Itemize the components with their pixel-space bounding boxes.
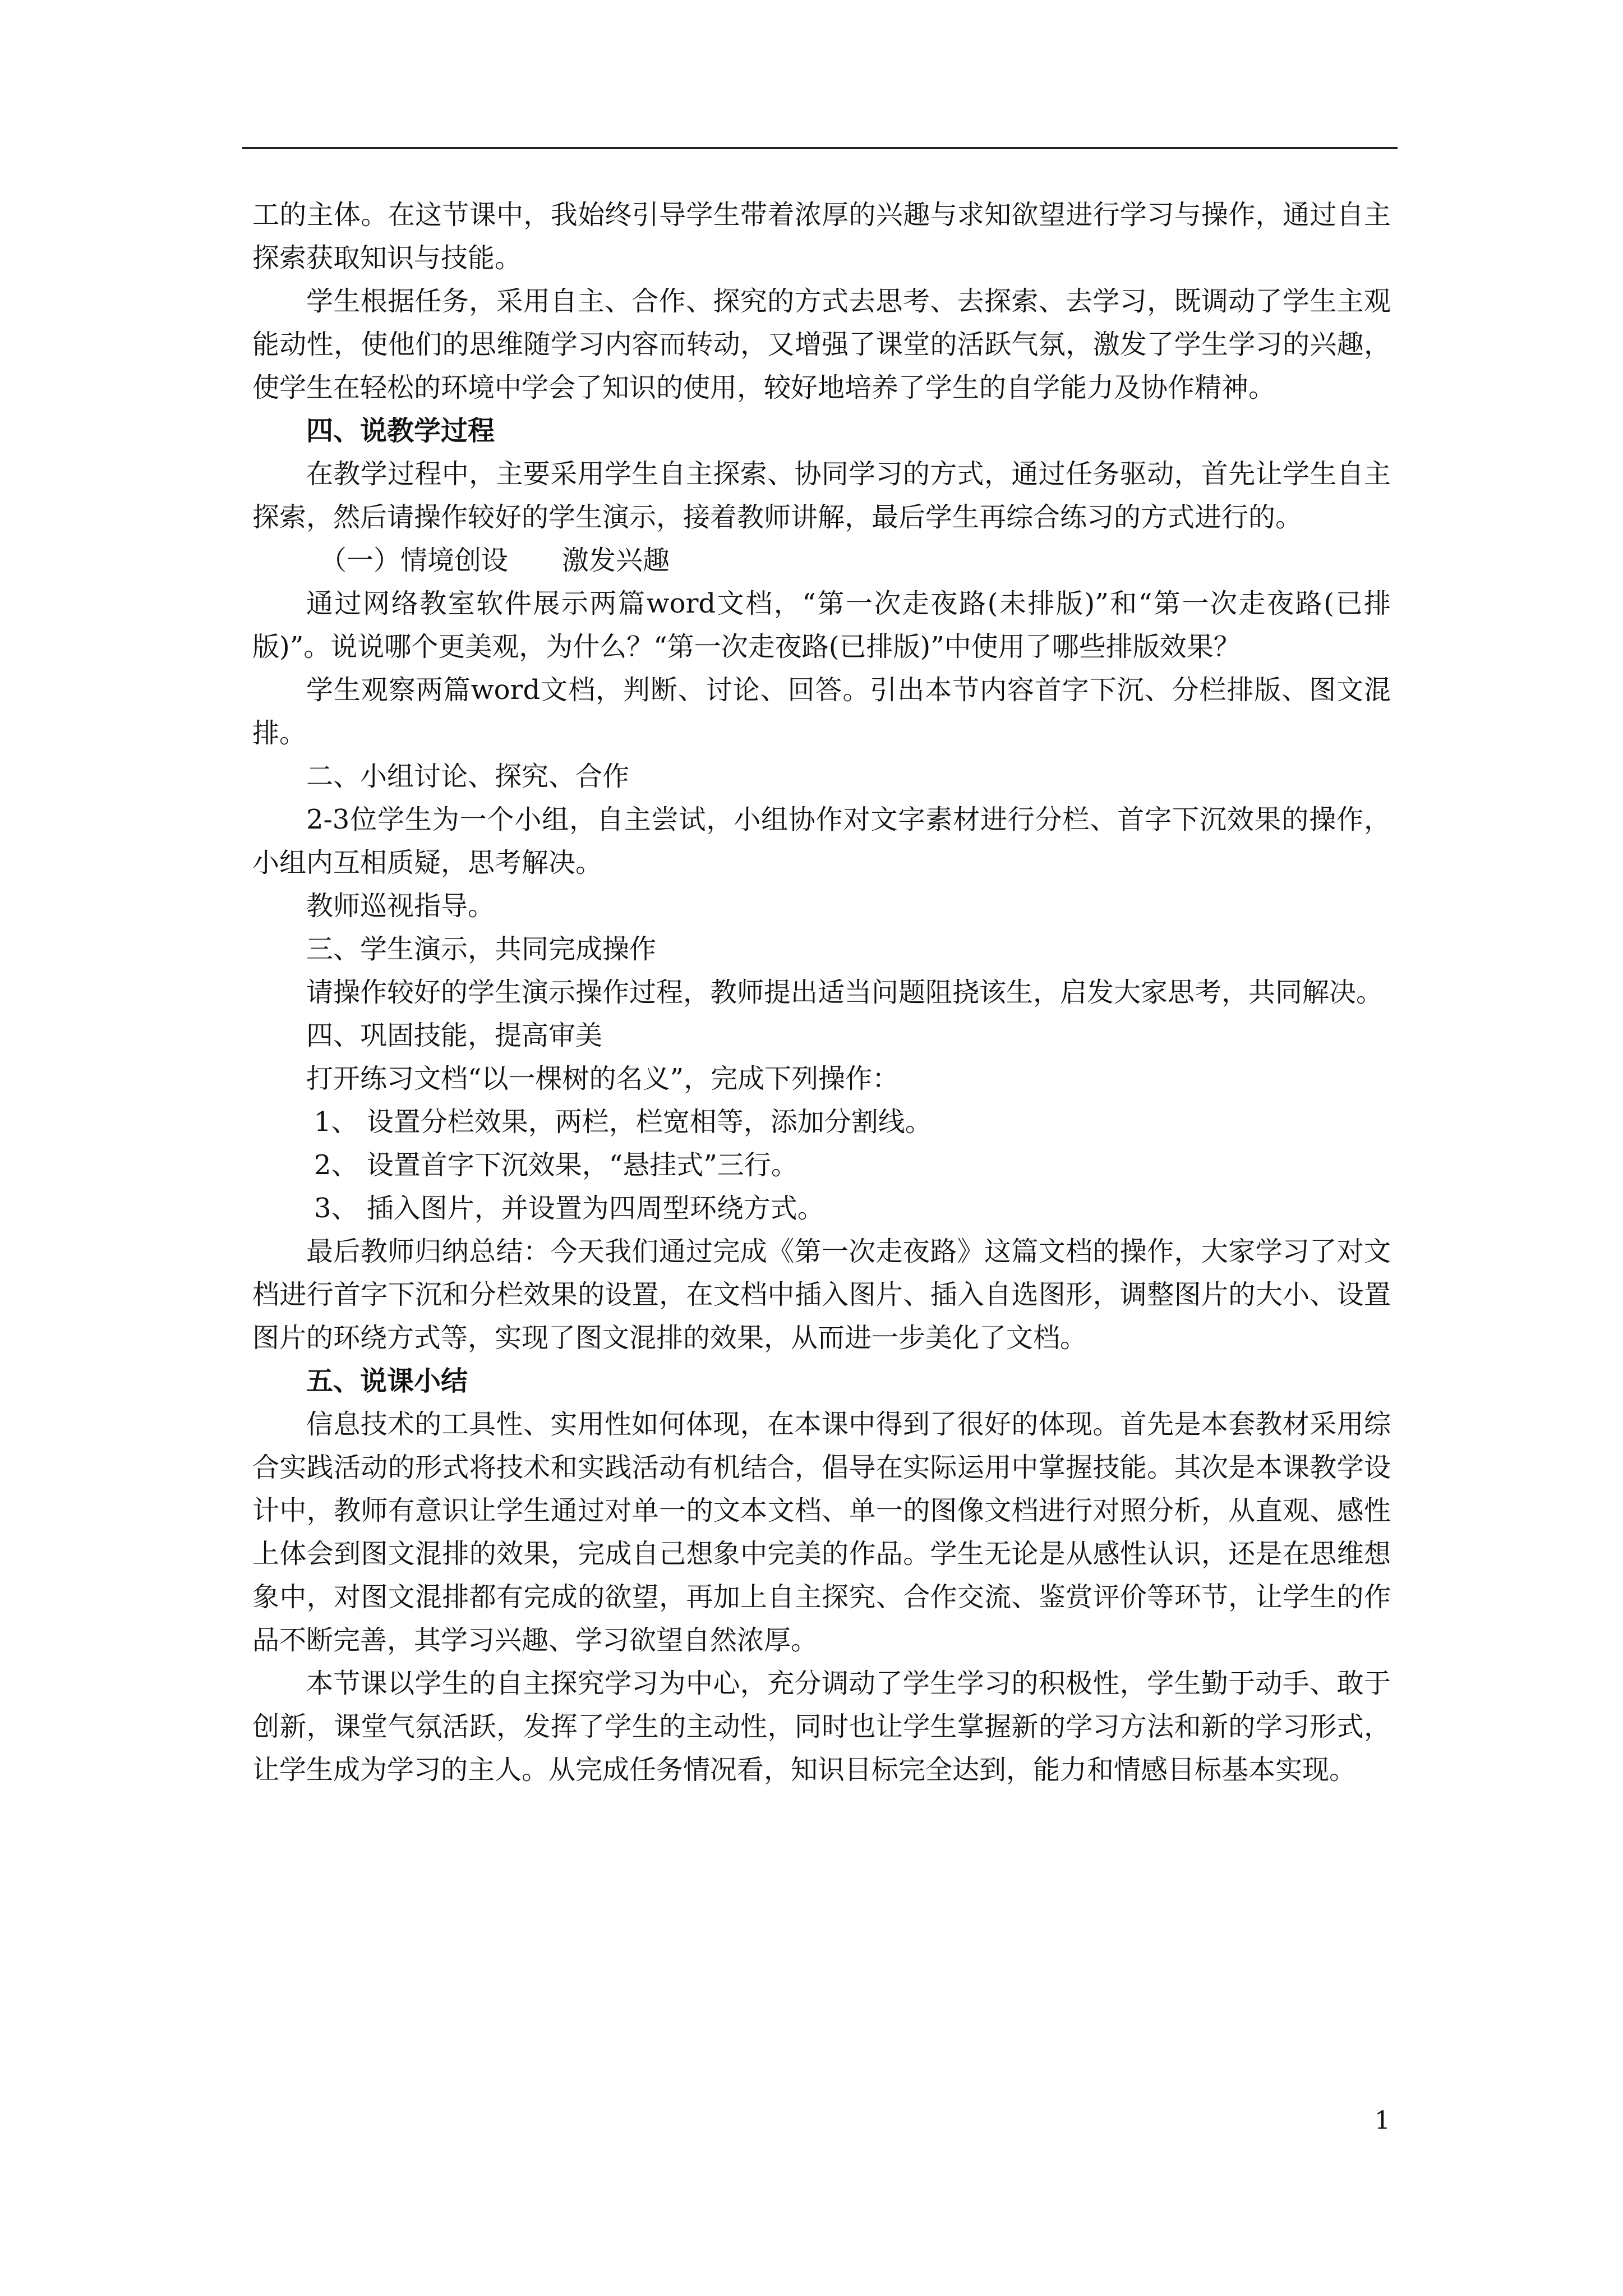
paragraph: 请操作较好的学生演示操作过程，教师提出适当问题阻挠该生，启发大家思考，共同解决。 xyxy=(306,977,1384,1008)
paragraph: 在教学过程中，主要采用学生自主探索、协同学习的方式，通过任务驱动，首先让学生自主探索，然后请操作较好的学生演示，接着教师讲解，最后学生再综合练习的方式进行的。 xyxy=(252,458,1391,533)
paragraph: 信息技术的工具性、实用性如何体现，在本课中得到了很好的体现。首先是本套教材采用综合实践活动的形式将技术和实践活动有机结合，倡导在实际运用中掌握技能。其次是本课教学设计中，教师有意识让学生通过对单一的文本文档、单一的图像文档进行对照分析，从直观、感性上体会到图文混排的效果，完成自己想象中完美的作品。学生无论是从感性认识，还是在思维想象中，对图文混排都有完成的欲望，再加上自主探究、合作交流、鉴赏评价等环节，让学生的作品不断完善，其学习兴趣、学习欲望自然浓厚。 xyxy=(252,1409,1391,1656)
section-heading: 五、说课小结 xyxy=(306,1365,468,1397)
paragraph: 本节课以学生的自主探究学习为中心，充分调动了学生学习的积极性，学生勤于动手、敢于创新，课堂气氛活跃，发挥了学生的主动性，同时也让学生掌握新的学习方法和新的学习形式，让学生成为学习的主人。从完成任务情况看，知识目标完全达到，能力和情感目标基本实现。 xyxy=(252,1668,1391,1786)
document-body xyxy=(252,194,1391,1792)
header-rule xyxy=(242,147,1398,149)
section-heading: 四、说教学过程 xyxy=(306,415,495,447)
subsection-heading: （一）情境创设 激发兴趣 xyxy=(320,545,670,576)
paragraph: 最后教师归纳总结：今天我们通过完成《第一次走夜路》这篇文档的操作，大家学习了对文档进行首字下沉和分栏效果的设置，在文档中插入图片、插入自选图形，调整图片的大小、设置图片的环绕方式等，实现了图文混排的效果，从而进一步美化了文档。 xyxy=(252,1236,1391,1354)
paragraph: 学生根据任务，采用自主、合作、探究的方式去思考、去探索、去学习，既调动了学生主观能动性，使他们的思维随学习内容而转动，又增强了课堂的活跃气氛，激发了学生学习的兴趣，使学生在轻松的环境中学会了知识的使用，较好地培养了学生的自学能力及协作精神。 xyxy=(252,286,1391,403)
list-item: 2、 设置首字下沉效果，“悬挂式”三行。 xyxy=(314,1149,798,1181)
paragraph: 教师巡视指导。 xyxy=(306,890,495,922)
paragraph: 学生观察两篇word文档，判断、讨论、回答。引出本节内容首字下沉、分栏排版、图文混排。 xyxy=(252,674,1391,749)
subsection-heading: 三、学生演示，共同完成操作 xyxy=(306,933,657,965)
paragraph: 工的主体。在这节课中，我始终引导学生带着浓厚的兴趣与求知欲望进行学习与操作，通过自主探索获取知识与技能。 xyxy=(252,199,1391,274)
paragraph: 2-3位学生为一个小组，自主尝试，小组协作对文字素材进行分栏、首字下沉效果的操作，小组内互相质疑，思考解决。 xyxy=(252,804,1391,878)
paragraph: 打开练习文档“以一棵树的名义”，完成下列操作： xyxy=(306,1063,900,1094)
list-item: 1、 设置分栏效果，两栏，栏宽相等，添加分割线。 xyxy=(314,1106,932,1138)
page-number: 1 xyxy=(1375,2106,1390,2135)
subsection-heading: 四、巩固技能，提高审美 xyxy=(306,1020,603,1051)
subsection-heading: 二、小组讨论、探究、合作 xyxy=(306,761,630,792)
list-item: 3、 插入图片，并设置为四周型环绕方式。 xyxy=(314,1193,824,1224)
paragraph: 通过网络教室软件展示两篇word文档，“第一次走夜路(未排版)”和“第一次走夜路(已排版)”。说说哪个更美观，为什么？“第一次走夜路(已排版)”中使用了哪些排版效果？ xyxy=(252,588,1391,662)
